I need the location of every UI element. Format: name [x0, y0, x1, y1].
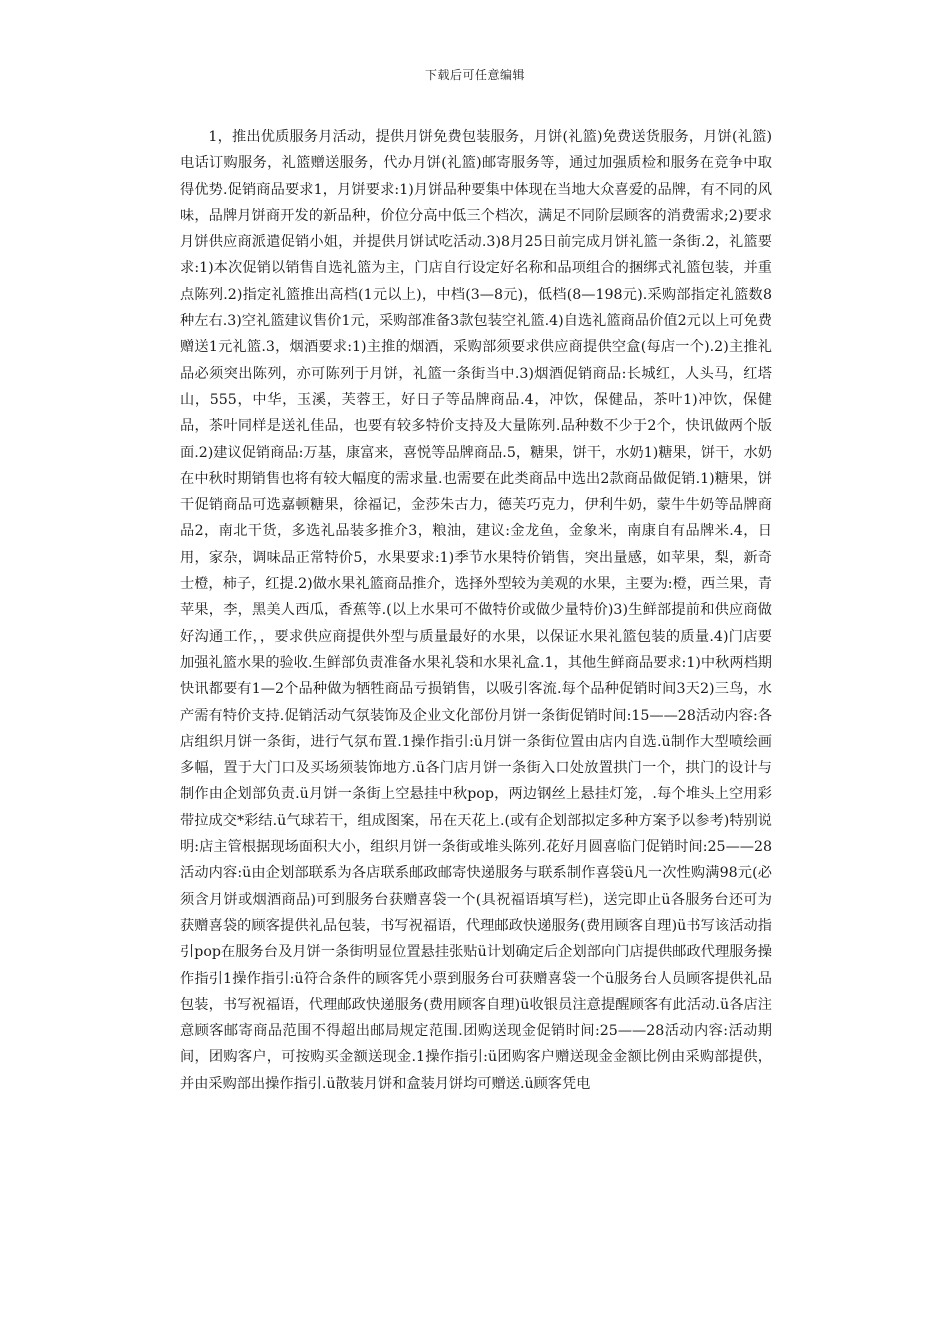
body-paragraph: 1，推出优质服务月活动，提供月饼免费包装服务，月饼(礼篮)免费送货服务，月饼(礼篮)电话订购服务，礼篮赠送服务，代办月饼(礼篮)邮寄服务等，通过加强质检和服务在竞争中取得优势.促销商品要求1，月饼要求:1)月饼品种要集中体现在当地大众喜爱的品牌，有不同的风味，品牌月饼商开发的新品种，价位分高中低三个档次，满足不同阶层顾客的消费需求;2)要求月饼供应商派遣促销小姐，并提供月饼试吃活动.3)8月25日前完成月饼礼篮一条街.2，礼篮要求:1)本次促销以销售自选礼篮为主，门店自行设定好名称和品项组合的捆绑式礼篮包装，并重点陈列.2)指定礼篮推出高档(1元以上)，中档(3—8元)，低档(8—198元).采购部指定礼篮数8种左右.3)空礼篮建议售价1元，采购部准备3款包装空礼篮.4)自选礼篮商品价值2元以上可免费赠送1元礼篮.3，烟酒要求:1)主推的烟酒，采购部须要求供应商提供空盒(每店一个).2)主推礼品必须突出陈列，亦可陈列于月饼，礼篮一条街当中.3)烟酒促销商品:长城红，人头马，红塔山，555，中华，玉溪，芙蓉王，好日子等品牌商品.4，冲饮，保健品，茶叶1)冲饮，保健品，茶叶同样是送礼佳品，也要有较多特价支持及大量陈列.品种数不少于2个，快讯做两个版面.2)建议促销商品:万基，康富来，喜悦等品牌商品.5，糖果，饼干，水奶1)糖果，饼干，水奶在中秋时期销售也将有较大幅度的需求量.也需要在此类商品中选出2款商品做促销.1)糖果，饼干促销商品可选嘉顿糖果，徐福记，金莎朱古力，德芙巧克力，伊利牛奶，蒙牛牛奶等品牌商品2，南北干货，多选礼品装多推介3，粮油，建议:金龙鱼，金象米，南康自有品牌米.4，日用，家杂，调味品正常特价5，水果要求:1)季节水果特价销售，突出量感，如苹果，梨，新奇士橙，柿子，红提.2)做水果礼篮商品推介，选择外型较为美观的水果，主要为:橙，西兰果，青苹果，李，黑美人西瓜，香蕉等.(以上水果可不做特价或做少量特价)3)生鲜部提前和供应商做好沟通工作，，要求供应商提供外型与质量最好的水果，以保证水果礼篮包装的质量.4)门店要加强礼篮水果的验收.生鲜部负责准备水果礼袋和水果礼盒.1，其他生鲜商品要求:1)中秋两档期快讯都要有1—2个品种做为牺牲商品亏损销售，以吸引客流.每个品种促销时间3天2)三鸟，水产需有特价支持.促销活动气氛装饰及企业文化部份月饼一条街促销时间:15——28活动内容:各店组织月饼一条街，进行气氛布置.1操作指引:ü月饼一条街位置由店内自选.ü制作大型喷绘画多幅，置于大门口及买场须装饰地方.ü各门店月饼一条街入口处放置拱门一个，拱门的设计与制作由企划部负责.ü月饼一条街上空悬挂中秋pop，两边钢丝上悬挂灯笼，.每个堆头上空用彩带拉成交*彩结.ü气球若干，组成图案，吊在天花上.(或有企划部拟定多种方案予以参考)特别说明:店主管根据现场面积大小，组织月饼一条街或堆头陈列.花好月圆喜临门促销时间:25——28活动内容:ü由企划部联系为各店联系邮政邮寄快递服务与联系制作喜袋ü凡一次性购满98元(必须含月饼或烟酒商品)可到服务台获赠喜袋一个(具祝福语填写栏)，送完即止ü各服务台还可为获赠喜袋的顾客提供礼品包装，书写祝福语，代理邮政快递服务(费用顾客自理)ü书写该活动指引pop在服务台及月饼一条街明显位置悬挂张贴ü计划确定后企划部向门店提供邮政代理服务操作指引1操作指引:ü符合条件的顾客凭小票到服务台可获赠喜袋一个ü服务台人员顾客提供礼品包装，书写祝福语，代理邮政快递服务(费用顾客自理)ü收银员注意提醒顾客有此活动.ü各店注意顾客邮寄商品范围不得超出邮局规定范围.团购送现金促销时间:25——28活动内容:活动期间，团购客户，可按购买金额送现金.1操作指引:ü团购客户赠送现金金额比例由采购部提供，并由采购部出操作指引.ü散装月饼和盒装月饼均可赠送.ü顾客凭电 [180, 129, 772, 1092]
page-header: 下载后可任意编辑 [424, 68, 525, 82]
document-body [180, 124, 772, 1097]
